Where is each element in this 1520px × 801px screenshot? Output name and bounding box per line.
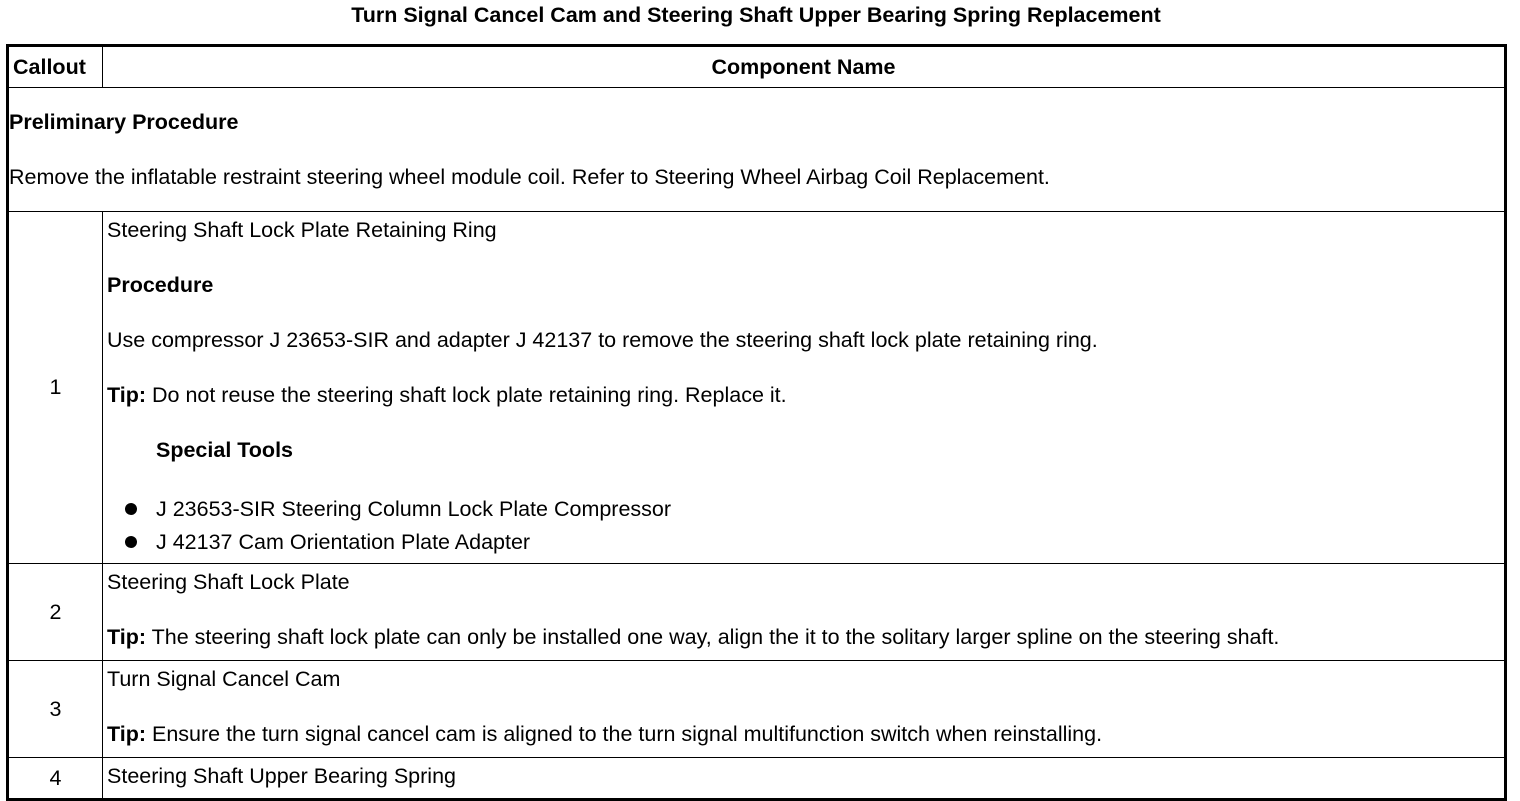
component-name: Steering Shaft Lock Plate Retaining Ring (107, 218, 497, 242)
bullet-icon (125, 536, 137, 548)
special-tools-heading: Special Tools (156, 438, 293, 462)
tip (107, 625, 1500, 650)
callout-number: 3 (8, 661, 103, 758)
component-name: Steering Shaft Lock Plate (107, 570, 350, 594)
table-header-row (8, 46, 1506, 88)
procedure-heading: Procedure (107, 273, 214, 297)
tip-text: The steering shaft lock plate can only be installed one way, align the it to the solitary larger spline on the steering shaft. (146, 625, 1280, 649)
table-row (8, 212, 1506, 564)
procedure-table (6, 44, 1507, 801)
list-item (107, 493, 1500, 526)
bullet-icon (125, 503, 137, 515)
procedure-text: Use compressor J 23653-SIR and adapter J 42137 to remove the steering shaft lock plate retaining ring. (107, 328, 1098, 352)
list-item (107, 526, 1500, 559)
table-row (8, 661, 1506, 758)
component-name-header: Component Name (103, 46, 1506, 88)
tip (107, 383, 1500, 408)
component-cell (103, 758, 1506, 800)
component-cell (103, 564, 1506, 661)
tip (107, 722, 1500, 747)
tip-label: Tip: (107, 383, 147, 407)
callout-number: 4 (8, 758, 103, 800)
tip-text: Do not reuse the steering shaft lock plate retaining ring. Replace it. (146, 383, 787, 407)
table-row (8, 758, 1506, 800)
special-tools-list (107, 493, 1500, 559)
component-name: Turn Signal Cancel Cam (107, 667, 341, 691)
tip-label: Tip: (107, 722, 147, 746)
tool-name: J 42137 Cam Orientation Plate Adapter (156, 530, 531, 554)
tip-label: Tip: (107, 625, 147, 649)
callout-number: 2 (8, 564, 103, 661)
tip-text: Ensure the turn signal cancel cam is aligned to the turn signal multifunction switch when reinstalling. (146, 722, 1103, 746)
preliminary-procedure-text: Remove the inflatable restraint steering wheel module coil. Refer to Steering Wheel Airbag Coil Replacement. (9, 164, 1050, 189)
component-cell (103, 212, 1506, 564)
tool-name: J 23653-SIR Steering Column Lock Plate Compressor (156, 497, 672, 521)
component-cell (103, 661, 1506, 758)
document-title: Turn Signal Cancel Cam and Steering Shaft Upper Bearing Spring Replacement (351, 3, 1161, 27)
preliminary-procedure-cell (8, 88, 1506, 212)
preliminary-procedure-heading: Preliminary Procedure (9, 109, 239, 134)
component-name: Steering Shaft Upper Bearing Spring (107, 764, 456, 788)
callout-header: Callout (8, 46, 103, 88)
preliminary-procedure-row (8, 88, 1506, 212)
callout-number: 1 (8, 212, 103, 564)
table-row (8, 564, 1506, 661)
